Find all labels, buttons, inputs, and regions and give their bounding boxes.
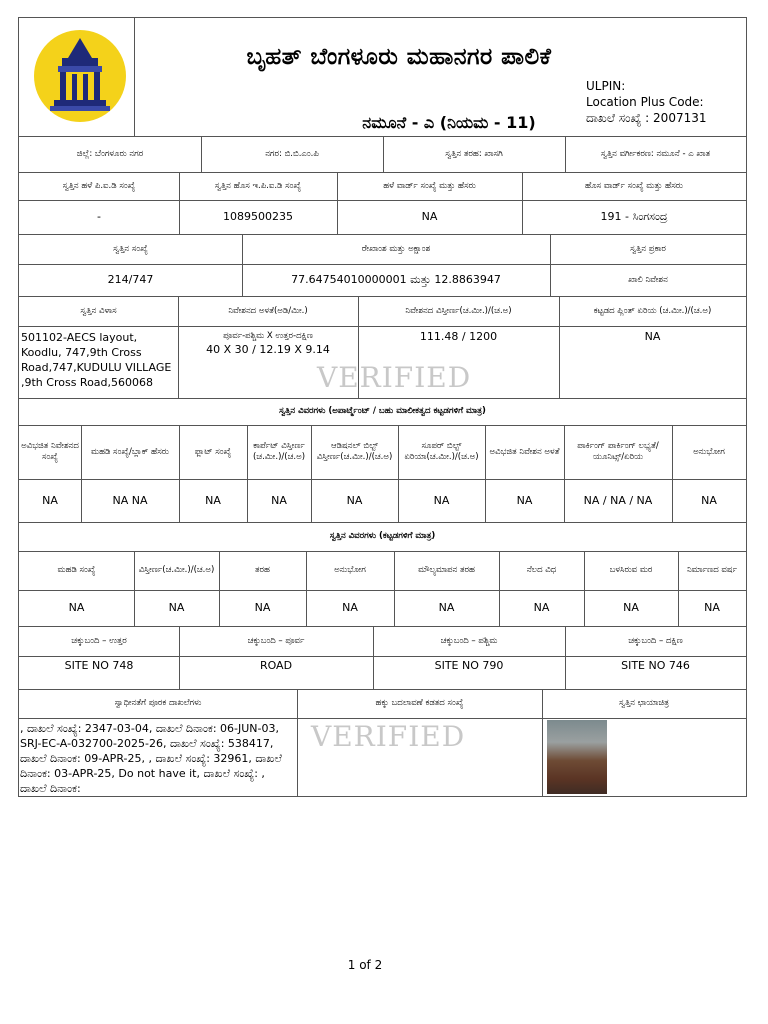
bld-value-5: NA xyxy=(438,601,455,615)
property-number-value: 214/747 xyxy=(107,273,154,287)
ulpin-label: ULPIN: xyxy=(586,79,626,93)
bld-floor-type-header: ನೆಲದ ವಿಧ xyxy=(526,565,557,576)
apt-value-1: NA xyxy=(42,493,58,507)
register-label: ದಾಖಲೆ ಸಂಖ್ಯೆ : xyxy=(586,111,650,125)
dimension-value: 40 X 30 / 12.19 X 9.14 xyxy=(206,343,330,356)
property-number-header: ಸ್ವತ್ತಿನ ಸಂಖ್ಯೆ xyxy=(113,243,148,254)
apt-value-6: NA xyxy=(433,493,450,507)
supporting-documents-value: , ದಾಖಲೆ ಸಂಖ್ಯೆ: 2347-03-04, ದಾಖಲೆ ದಿನಾಂಕ: 06-JUN-03, SRJ-EC-A-032700-2025-26, ದಾಖಲೆ ಸಂಖ್ಯೆ: 538417, ದಾಖಲೆ ದಿನಾಂಕ: 09-APR-25, , ದಾಖಲೆ ಸಂಖ್ಯೆ: 32961, ದಾಖಲೆ ದಿನಾಂಕ: 03-APR-25, Do not have it, ದಾಖಲೆ ಸಂಖ್ಯೆ: , ದಾಖಲೆ ದಿನಾಂಕ: xyxy=(20,722,282,795)
register-value: 2007131 xyxy=(653,111,707,125)
apt-value-5: NA xyxy=(346,493,363,507)
verified-watermark: VERIFIED xyxy=(317,361,472,394)
property-photo-header: ಸ್ವತ್ತಿನ ಛಾಯಾಚಿತ್ರ xyxy=(619,698,669,709)
building-section-title: ಸ್ವತ್ತಿನ ವಿವರಗಳು (ಕಟ್ಟಡಗಳಿಗೆ ಮಾತ್ರ) xyxy=(329,531,436,542)
bld-valuation-type-header: ಮೌಲ್ಯಮಾಪನ ತರಹ xyxy=(418,565,475,576)
bld-value-1: NA xyxy=(68,601,85,615)
apt-value-8: NA / NA / NA xyxy=(583,493,653,507)
apt-carpet-area-header: ಕಾರ್ಪೆಟ್ ವಿಸ್ತೀರ್ಣ (ಚ.ಮೀ.)/(ಚ.ಅ) xyxy=(252,441,306,462)
classification-cell: ಸ್ವತ್ತಿನ ವರ್ಗೀಕರಣ: ನಮೂನೆ - ಎ ಖಾತ xyxy=(600,148,711,159)
address-value: 501102-AECS layout, Koodlu, 747,9th Cross Road,747,KUDULU VILLAGE ,9th Cross Road,560068 xyxy=(21,331,172,389)
bld-value-3: NA xyxy=(254,601,271,615)
site-dimension-header: ನಿವೇಶನದ ಅಳತೆ(ಅಡಿ/ಮೀ.) xyxy=(228,305,308,316)
boundary-west-value: SITE NO 790 xyxy=(434,658,504,672)
boundary-west-header: ಚಕ್ಕುಬಂದಿ – ಪಶ್ಚಿಮ xyxy=(440,635,498,646)
apt-value-9: NA xyxy=(701,493,717,507)
page-number: 1 of 2 xyxy=(347,958,383,972)
bld-value-7: NA xyxy=(623,601,639,615)
bld-type-header: ತರಹ xyxy=(255,565,270,576)
apt-value-7: NA xyxy=(516,493,533,507)
district-cell: ಜಿಲ್ಲೆ: ಬೆಂಗಳೂರು ನಗರ xyxy=(76,148,144,159)
apt-value-2: NA NA xyxy=(112,493,148,507)
temple-emblem-icon xyxy=(34,30,126,122)
form-subtitle: ನಮೂನೆ - ಎ (ನಿಯಮ - 11) xyxy=(362,113,536,132)
old-pid-value: - xyxy=(97,210,101,224)
apt-undivided-size-header: ಅವಿಭಜಿತ ನಿವೇಶನ ಅಳತೆ xyxy=(489,446,560,457)
page-title: ಬೃಹತ್ ಬೆಂಗಳೂರು ಮಹಾನಗರ ಪಾಲಿಕೆ xyxy=(246,44,552,70)
bld-usage-header: ಅನುಭೋಗ xyxy=(334,565,366,576)
new-epid-header: ಸ್ವತ್ತಿನ ಹೊಸ ಇ.ಪಿ.ಐ.ಡಿ ಸಂಖ್ಯೆ xyxy=(214,180,302,191)
apt-floor-block-header: ಮಹಡಿ ಸಂಖ್ಯೆ/ಬ್ಲಾಕ್ ಹೆಸರು xyxy=(91,446,169,457)
bld-value-2: NA xyxy=(168,601,185,615)
coordinates-value: 77.64754010000001 ಮತ್ತು 12.8863947 xyxy=(291,273,501,287)
address-header: ಸ್ವತ್ತಿನ ವಿಳಾಸ xyxy=(80,305,117,316)
bld-construction-year-header: ನಿರ್ಮಾಣದ ವರ್ಷ xyxy=(686,565,738,576)
new-epid-value: 1089500235 xyxy=(223,210,293,224)
bld-value-8: NA xyxy=(704,601,720,615)
apt-undivided-site-number-header: ಅವಿಭಜಿತ ನಿವೇಶನದ ಸಂಖ್ಯೆ xyxy=(21,441,79,462)
supporting-documents-header: ಸ್ವಾಧೀನತೆಗೆ ಪೂರಕ ದಾಖಲೆಗಳು xyxy=(114,698,202,709)
new-ward-value: 191 - ಸಿಂಗಸಂದ್ರ xyxy=(600,210,668,224)
apartment-section-title: ಸ್ವತ್ತಿನ ವಿವರಗಳು (ಅಪಾರ್ಟ್ಮೆಂಟ್ / ಬಹು ಮಾಲೀಕತ್ವದ ಕಟ್ಟಡಗಳಿಗೆ ಮಾತ್ರ) xyxy=(279,406,486,417)
bld-value-4: NA xyxy=(342,601,358,615)
verified-watermark-2: VERIFIED xyxy=(311,720,466,753)
boundary-south-value: SITE NO 746 xyxy=(621,658,690,672)
boundary-east-header: ಚಕ್ಕುಬಂದಿ – ಪೂರ್ವ xyxy=(247,635,305,646)
boundary-north-value: SITE NO 748 xyxy=(64,658,134,672)
bbmp-logo xyxy=(34,30,126,122)
bld-area-header: ವಿಸ್ತೀರ್ಣ(ಚ.ಮೀ.)/(ಚ.ಅ) xyxy=(138,565,215,576)
bld-floor-number-header: ಮಹಡಿ ಸಂಖ್ಯೆ xyxy=(57,565,96,576)
register-number xyxy=(586,110,707,126)
property-kind-value: ಖಾಲಿ ನಿವೇಶನ xyxy=(628,274,668,285)
apt-parking-header: ಪಾರ್ಕಿಂಗ್ ಪಾರ್ಕಿಂಗ್ ಲಭ್ಯತೆ/ಯೂನಿಟ್ಸ್/ಏರಿಯ xyxy=(577,441,659,462)
bld-wood-used-header: ಬಳಸಿರುವ ಮರ xyxy=(609,565,653,576)
plinth-area-value: NA xyxy=(644,330,661,343)
plinth-area-header: ಕಟ್ಟಡದ ಪ್ಲಿಂತ್ ಏರಿಯ (ಚ.ಮೀ.)/(ಚ.ಅ) xyxy=(593,305,712,316)
boundary-east-value: ROAD xyxy=(259,658,293,672)
apt-value-4: NA xyxy=(271,493,287,507)
property-type-cell: ಸ್ವತ್ತಿನ ತರಹ: ಖಾಸಗಿ xyxy=(445,148,503,159)
site-area-value: 111.48 / 1200 xyxy=(419,330,498,343)
new-ward-header: ಹೊಸ ವಾರ್ಡ್ ಸಂಖ್ಯೆ ಮತ್ತು ಹೆಸರು xyxy=(585,180,683,191)
dimension-label: ಪೂರ್ವ-ಪಶ್ಚಿಮ X ಉತ್ತರ-ದಕ್ಷಿಣ xyxy=(223,331,313,341)
mutation-file-number-header: ಹಕ್ಕು ಬದಲಾವಣೆ ಕಡತದ ಸಂಖ್ಯೆ xyxy=(375,698,464,709)
apt-flat-number-header: ಫ್ಲಾಟ್ ಸಂಖ್ಯೆ xyxy=(194,446,232,457)
bld-value-6: NA xyxy=(533,601,550,615)
apt-usage-header: ಅನುಭೋಗ xyxy=(693,446,725,457)
apt-additional-built-header: ಆಡಿಷನಲ್ ಬಿಲ್ಟ್ ವಿಸ್ತೀರ್ಣ(ಚ.ಮೀ.)/(ಚ.ಅ) xyxy=(316,441,393,462)
property-photo xyxy=(547,720,607,794)
boundary-north-header: ಚಕ್ಕುಬಂದಿ – ಉತ್ತರ xyxy=(71,635,127,646)
old-ward-value: NA xyxy=(421,210,438,224)
form-a-certificate xyxy=(18,17,747,797)
property-kind-header: ಸ್ವತ್ತಿನ ಪ್ರಕಾರ xyxy=(630,243,666,254)
apt-value-3: NA xyxy=(205,493,221,507)
old-pid-header: ಸ್ವತ್ತಿನ ಹಳೆ ಪಿ.ಐ.ಡಿ ಸಂಖ್ಯೆ xyxy=(62,180,136,191)
city-cell: ನಗರ: ಬಿ.ಬಿ.ಎಂ.ಪಿ xyxy=(265,148,319,159)
coordinates-header: ರೇಖಾಂಶ ಮತ್ತು ಅಕ್ಷಾಂಶ xyxy=(361,243,431,254)
boundary-south-header: ಚಕ್ಕುಬಂದಿ – ದಕ್ಷಿಣ xyxy=(628,635,683,646)
old-ward-header: ಹಳೆ ವಾರ್ಡ್ ಸಂಖ್ಯೆ ಮತ್ತು ಹೆಸರು xyxy=(383,180,476,191)
apt-super-built-header: ಸೂಪರ್ ಬಿಲ್ಟ್ ಏರಿಯಾ(ಚ.ಮೀ.)/(ಚ.ಅ) xyxy=(404,441,479,462)
location-code-label: Location Plus Code: xyxy=(586,95,704,109)
site-area-header: ನಿವೇಶನದ ವಿಸ್ತೀರ್ಣ(ಚ.ಮೀ.)/(ಚ.ಅ) xyxy=(405,305,512,316)
